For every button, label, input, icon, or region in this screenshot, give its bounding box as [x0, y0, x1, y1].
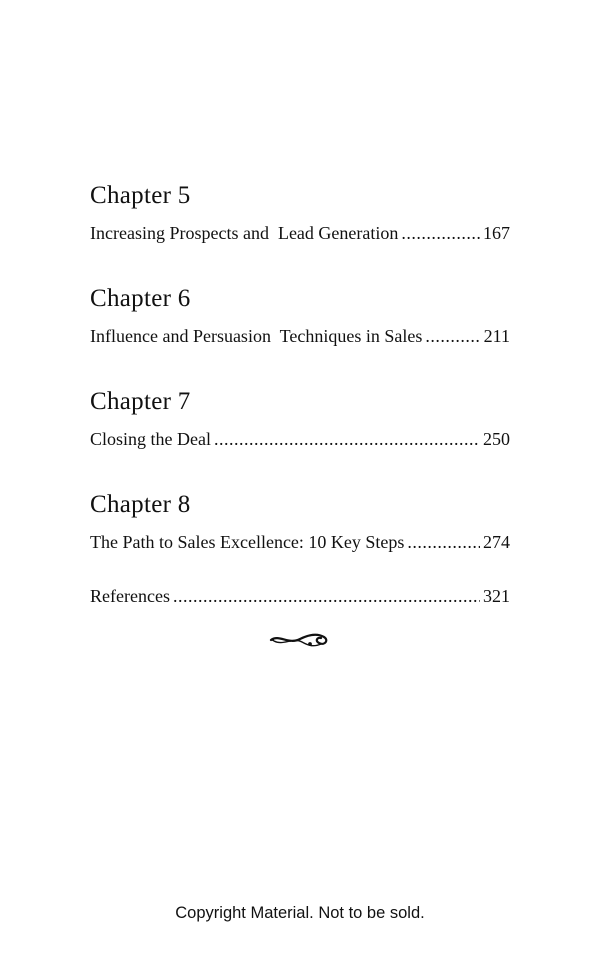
- copyright-notice: Copyright Material. Not to be sold.: [175, 904, 425, 922]
- toc-entry-title: Closing the Deal: [90, 429, 211, 449]
- dot-leader: [407, 530, 480, 554]
- table-of-contents: [90, 180, 510, 608]
- toc-entry[interactable]: [90, 530, 510, 554]
- chapter-heading: Chapter 6: [90, 285, 191, 312]
- chapter-heading: Chapter 7: [90, 388, 191, 415]
- dot-leader: [214, 427, 480, 451]
- toc-entry-title: Increasing Prospects and Lead Generation: [90, 223, 399, 243]
- toc-entry-page: 167: [483, 223, 510, 243]
- toc-entry[interactable]: [90, 427, 510, 451]
- toc-entry-page: 211: [483, 326, 510, 346]
- chapter-7-block: [90, 386, 510, 451]
- toc-entry-title: The Path to Sales Excellence: 10 Key Steps: [90, 532, 405, 552]
- chapter-heading: Chapter 5: [90, 182, 191, 209]
- toc-entry-page: 250: [483, 429, 510, 449]
- references-title: References: [90, 586, 170, 606]
- toc-entry[interactable]: [90, 221, 510, 245]
- toc-entry[interactable]: [90, 324, 510, 348]
- references-page: 321: [483, 586, 510, 606]
- references-entry[interactable]: [90, 584, 510, 608]
- chapter-6-block: [90, 283, 510, 348]
- dot-leader: [173, 584, 480, 608]
- chapter-8-block: [90, 489, 510, 554]
- dot-leader: [425, 324, 480, 348]
- flourish-icon: [269, 629, 331, 651]
- toc-entry-title: Influence and Persuasion Techniques in Sales: [90, 326, 423, 346]
- chapter-heading: Chapter 8: [90, 491, 191, 518]
- chapter-5-block: [90, 180, 510, 245]
- dot-leader: [401, 221, 480, 245]
- toc-entry-page: 274: [483, 532, 510, 552]
